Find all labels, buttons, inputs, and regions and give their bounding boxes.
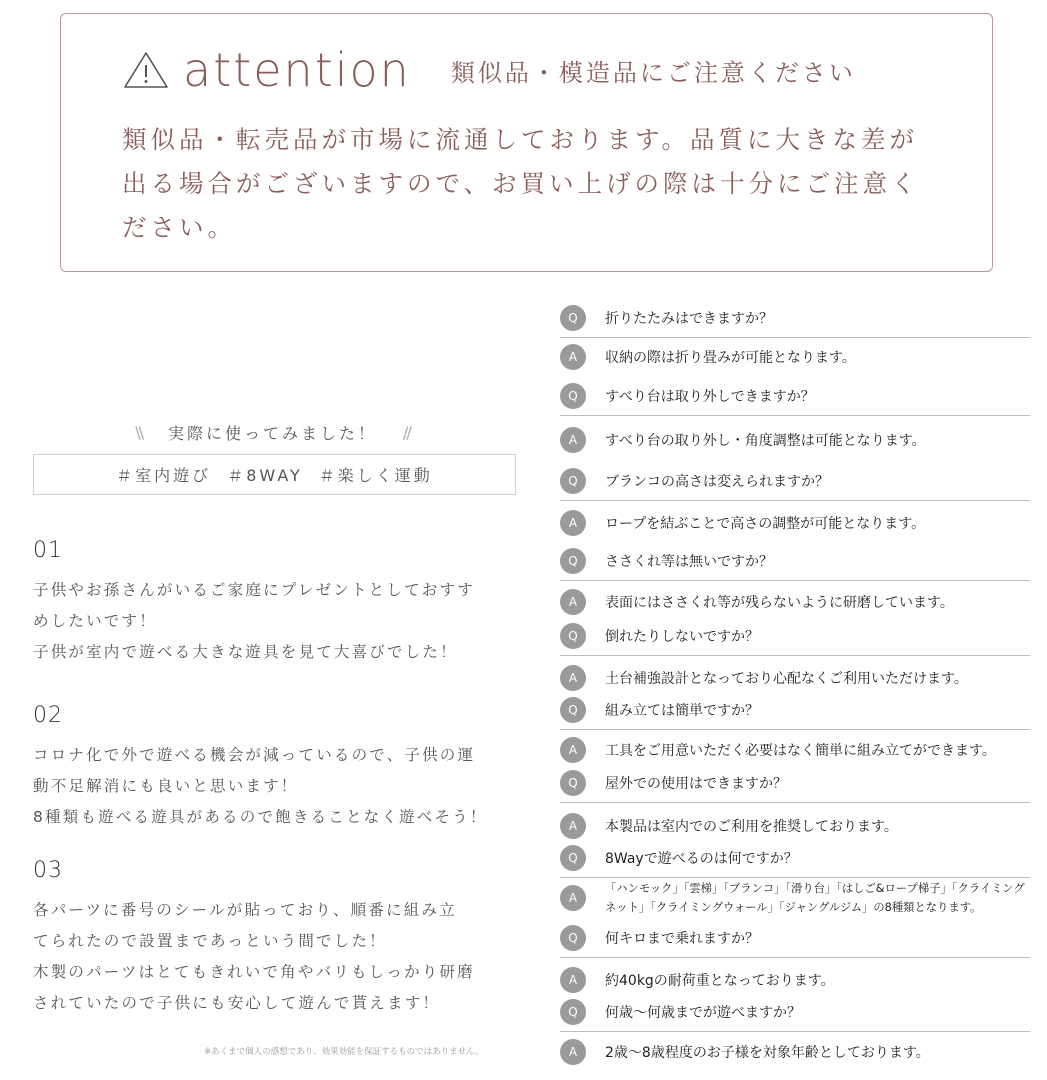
faq-question (560, 543, 1030, 579)
attention-header (123, 40, 856, 100)
faq-answer (560, 660, 1030, 696)
review-line: 動不足解消にも良いと思います！ (33, 777, 299, 795)
q-badge: Q (560, 623, 586, 649)
faq-answer (560, 1034, 1030, 1070)
review-03 (33, 858, 533, 1019)
faq-text: 収納の際は折り畳みが可能となります。 (605, 350, 856, 366)
faq-text: 何歳～何歳までが遊べますか？ (605, 1005, 801, 1021)
review-02 (33, 703, 533, 833)
a-badge: A (560, 589, 586, 615)
faq-text: ロープを結ぶことで高さの調整が可能となります。 (605, 516, 926, 532)
faq-question (560, 840, 1030, 876)
a-badge: A (560, 885, 586, 911)
faq-text: すべり台の取り外し・角度調整は可能となります。 (605, 433, 926, 449)
q-badge: Q (560, 305, 586, 331)
q-badge: Q (560, 845, 586, 871)
q-badge: Q (560, 770, 586, 796)
faq-text: 組み立ては簡単ですか？ (605, 703, 759, 719)
warning-icon (123, 50, 169, 90)
review-line: 子供が室内で遊べる大きな遊具を見て大喜びでした！ (33, 643, 458, 661)
tried-heading-text: 実際に使ってみました！ (167, 423, 377, 443)
faq-question (560, 618, 1030, 654)
faq-text: 「ハンモック」「雲梯」「ブランコ」「滑り台」「はしご&ロープ梯子」「クライミングネット」「クライミングウォール」「ジャングルジム」の8種類となります。 (605, 882, 1025, 914)
faq-question (560, 378, 1030, 414)
faq-answer (560, 339, 1030, 375)
q-badge: Q (560, 697, 586, 723)
faq-answer (560, 505, 1030, 541)
faq-question (560, 920, 1030, 956)
a-badge: A (560, 813, 586, 839)
review-line: めしたいです！ (33, 612, 157, 630)
faq-answer (560, 584, 1030, 620)
q-badge: Q (560, 383, 586, 409)
hashtag-box (33, 454, 516, 495)
faq-text: 倒れたりしないですか？ (605, 629, 759, 645)
faq-text: 2歳～8歳程度のお子様を対象年齢としております。 (605, 1045, 930, 1061)
review-line: 木製のパーツはとてもきれいで角やバリもしっかり研磨 (33, 963, 475, 981)
q-badge: Q (560, 468, 586, 494)
faq-question (560, 994, 1030, 1030)
faq-question (560, 692, 1030, 728)
attention-line: ださい。 (122, 213, 236, 242)
a-badge: A (560, 344, 586, 370)
disclaimer-note: ※あくまで個人の感想であり、効果効能を保証するものではありません。 (204, 1047, 484, 1057)
attention-subtitle: 類似品・模造品にご注意ください (450, 58, 856, 87)
faq-text: 土台補強設計となっており心配なくご利用いただけます。 (605, 671, 968, 687)
attention-message (122, 118, 962, 250)
a-badge: A (560, 1039, 586, 1065)
review-text (33, 575, 533, 668)
review-line: コロナ化で外で遊べる機会が減っているので、子供の運 (33, 746, 476, 764)
a-badge: A (560, 737, 586, 763)
attention-word: attention (183, 43, 411, 97)
faq-text: 何キロまで乗れますか？ (605, 931, 759, 947)
review-number: 02 (33, 703, 63, 728)
q-badge: Q (560, 548, 586, 574)
attention-line: 出る場合がございますので、お買い上げの際は十分にご注意く (122, 169, 920, 198)
faq-answer (560, 732, 1030, 768)
hashtag: ＃楽しく運動 (318, 466, 433, 485)
review-text (33, 740, 533, 833)
review-number: 03 (33, 858, 63, 883)
a-badge: A (560, 967, 586, 993)
q-badge: Q (560, 925, 586, 951)
a-badge: A (560, 665, 586, 691)
faq-answer (560, 422, 1030, 458)
review-line: てられたので設置まであっという間でした！ (33, 932, 387, 950)
review-text (33, 895, 533, 1019)
faq-text: 屋外での使用はできますか？ (605, 776, 787, 792)
faq-text: 約40kgの耐荷重となっております。 (605, 973, 835, 989)
a-badge: A (560, 510, 586, 536)
faq-question (560, 463, 1030, 499)
faq-text: すべり台は取り外しできますか？ (605, 389, 815, 405)
faq-text: 折りたたみはできますか？ (605, 311, 773, 327)
faq-text: 本製品は室内でのご利用を推奨しております。 (605, 819, 898, 835)
faq-text: ブランコの高さは変えられますか？ (605, 474, 829, 490)
slash-decoration-left: \\ (135, 422, 142, 442)
faq-text: ささくれ等は無いですか？ (605, 554, 773, 570)
faq-question (560, 765, 1030, 801)
attention-box (60, 13, 993, 272)
q-badge: Q (560, 999, 586, 1025)
review-line: 子供やお孫さんがいるご家庭にプレゼントとしておすす (33, 581, 476, 599)
review-line: されていたので子供にも安心して遊んで貰えます！ (33, 994, 441, 1012)
faq-answer (560, 808, 1030, 844)
hashtag: ＃8WAY (227, 466, 303, 485)
faq-text: 8Wayで遊べるのは何ですか？ (605, 851, 798, 867)
slash-decoration-right: // (403, 422, 410, 442)
a-badge: A (560, 427, 586, 453)
attention-line: 類似品・転売品が市場に流通しております。品質に大きな差が (122, 125, 919, 154)
faq-answer (560, 876, 1030, 920)
review-01 (33, 538, 533, 668)
hashtag: ＃室内遊び (116, 466, 212, 485)
review-number: 01 (33, 538, 63, 563)
faq-answer (560, 962, 1030, 998)
review-line: 8種類も遊べる遊具があるので飽きることなく遊べそう！ (33, 808, 488, 826)
tried-heading (100, 418, 445, 446)
faq-question (560, 300, 1030, 336)
faq-text: 工具をご用意いただく必要はなく簡単に組み立てができます。 (605, 743, 996, 759)
faq-list (560, 298, 1030, 1073)
faq-text: 表面にはささくれ等が残らないように研磨しています。 (605, 595, 954, 611)
review-line: 各パーツに番号のシールが貼っており、順番に組み立 (33, 901, 457, 919)
